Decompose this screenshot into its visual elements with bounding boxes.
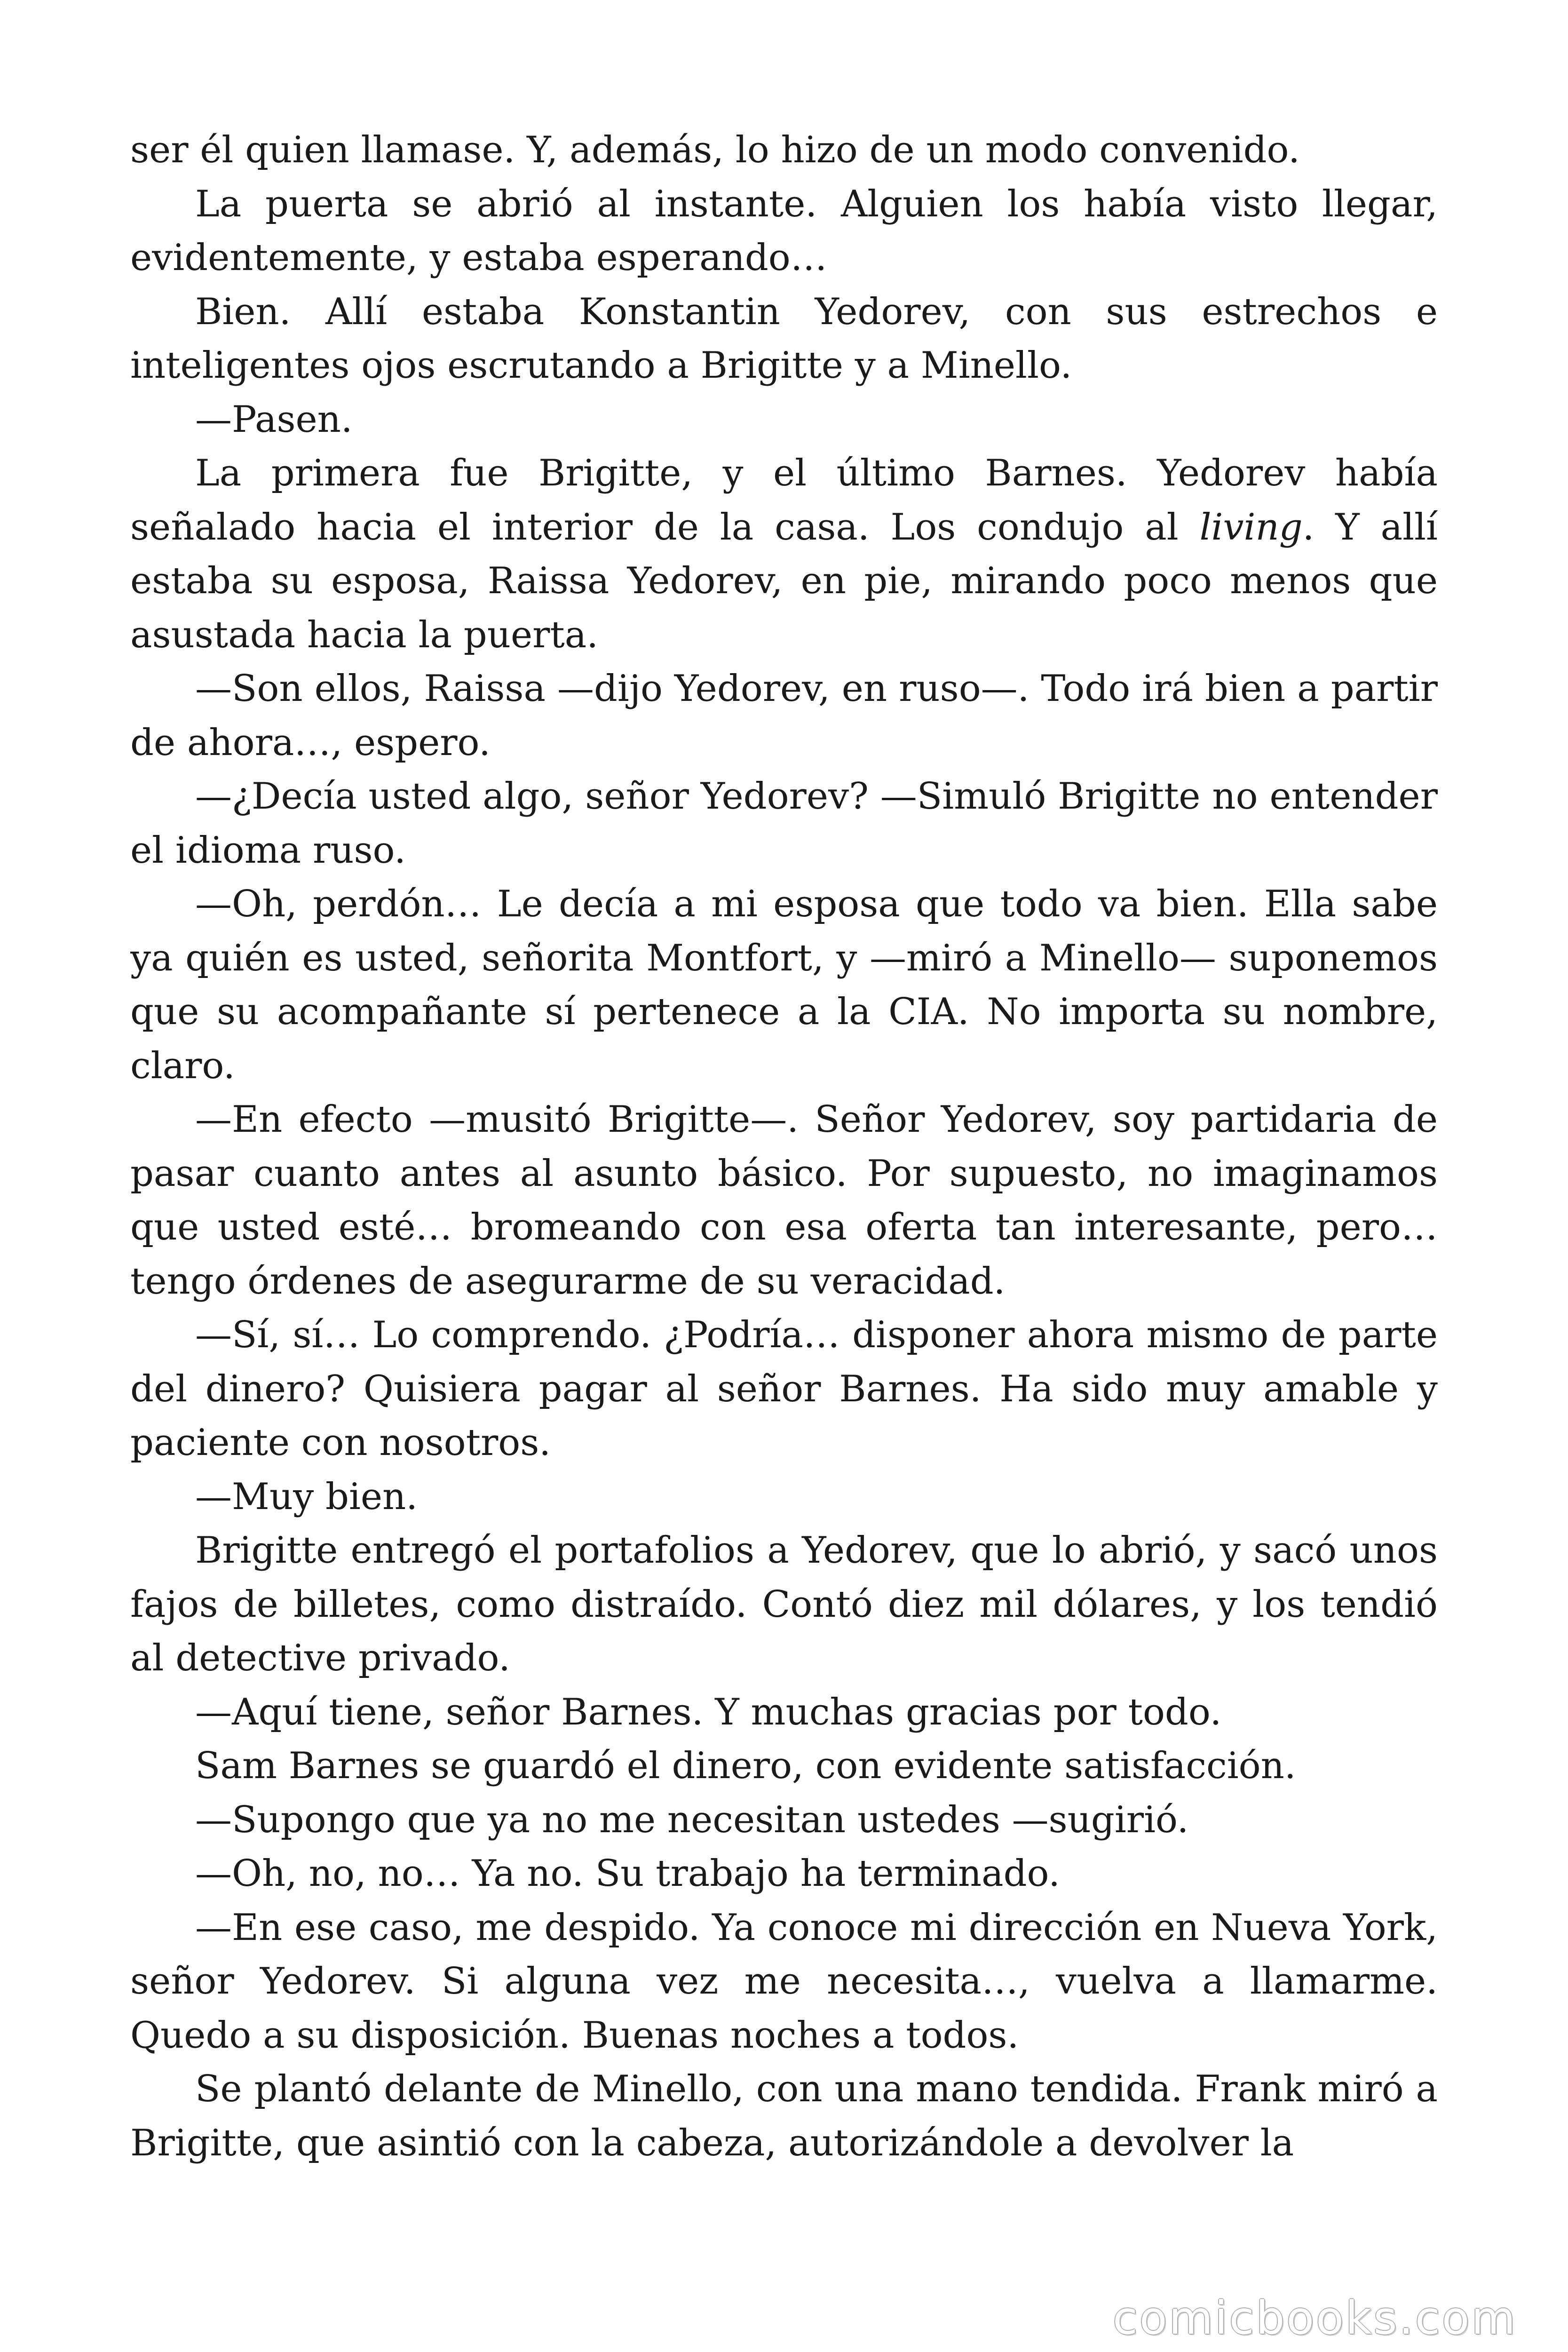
paragraph: La puerta se abrió al instante. Alguien los había visto llegar, evidentemente, y estaba esperando… <box>130 183 1438 279</box>
paragraph: —Pasen. <box>195 398 353 441</box>
paragraph: Brigitte entregó el portafolios a Yedorev, que lo abrió, y sacó unos fajos de billetes, como distraído. Contó diez mil dólares, y los tendió al detective privado. <box>130 1529 1438 1679</box>
paragraph: Bien. Allí estaba Konstantin Yedorev, con sus estrechos e inteligentes ojos escrutando a Brigitte y a Minello. <box>130 290 1438 387</box>
paragraph: —Oh, no, no… Ya no. Su trabajo ha terminado. <box>195 1852 1060 1895</box>
book-page <box>130 123 1438 2169</box>
paragraph: —Son ellos, Raissa —dijo Yedorev, en ruso—. Todo irá bien a partir de ahora…, espero. <box>130 667 1438 764</box>
paragraph-with-italic <box>130 446 1438 662</box>
paragraph: —Sí, sí… Lo comprendo. ¿Podría… disponer ahora mismo de parte del dinero? Quisiera pagar al señor Barnes. Ha sido muy amable y paciente con nosotros. <box>130 1314 1438 1464</box>
text-segment: . Y allí estaba su esposa, Raissa Yedorev, en pie, mirando poco menos que asustada hacia la puerta. <box>130 506 1438 656</box>
paragraph: —En ese caso, me despido. Ya conoce mi dirección en Nueva York, señor Yedorev. Si alguna vez me necesita…, vuelva a llamarme. Quedo a su disposición. Buenas noches a todos. <box>130 1906 1438 2057</box>
paragraph: —¿Decía usted algo, señor Yedorev? —Simuló Brigitte no entender el idioma ruso. <box>130 775 1438 872</box>
text-segment: La primera fue Brigitte, y el último Barnes. Yedorev había señalado hacia el interior de la casa. Los condujo al <box>130 452 1438 548</box>
paragraph: —Oh, perdón… Le decía a mi esposa que todo va bien. Ella sabe ya quién es usted, señorita Montfort, y —miró a Minello— suponemos que su acompañante sí pertenece a la CIA. No importa su nombre, claro. <box>130 883 1438 1087</box>
watermark: comicbooks.com <box>1112 2292 1517 2344</box>
paragraph: —Aquí tiene, señor Barnes. Y muchas gracias por todo. <box>195 1691 1222 1733</box>
paragraph: Sam Barnes se guardó el dinero, con evidente satisfacción. <box>195 1745 1296 1787</box>
paragraph: —En efecto —musitó Brigitte—. Señor Yedorev, soy partidaria de pasar cuanto antes al asunto básico. Por supuesto, no imaginamos que usted esté… bromeando con esa oferta tan interesante, pero… tengo órdenes de asegurarme de su veracidad. <box>130 1098 1438 1303</box>
paragraph: —Supongo que ya no me necesitan ustedes —sugirió. <box>195 1798 1189 1841</box>
paragraph: Se plantó delante de Minello, con una mano tendida. Frank miró a Brigitte, que asintió con la cabeza, autorizándole a devolver la <box>130 2068 1438 2164</box>
paragraph: ser él quien llamase. Y, además, lo hizo de un modo convenido. <box>130 129 1300 171</box>
italic-word: living <box>1199 506 1303 548</box>
paragraph: —Muy bien. <box>195 1475 418 1518</box>
